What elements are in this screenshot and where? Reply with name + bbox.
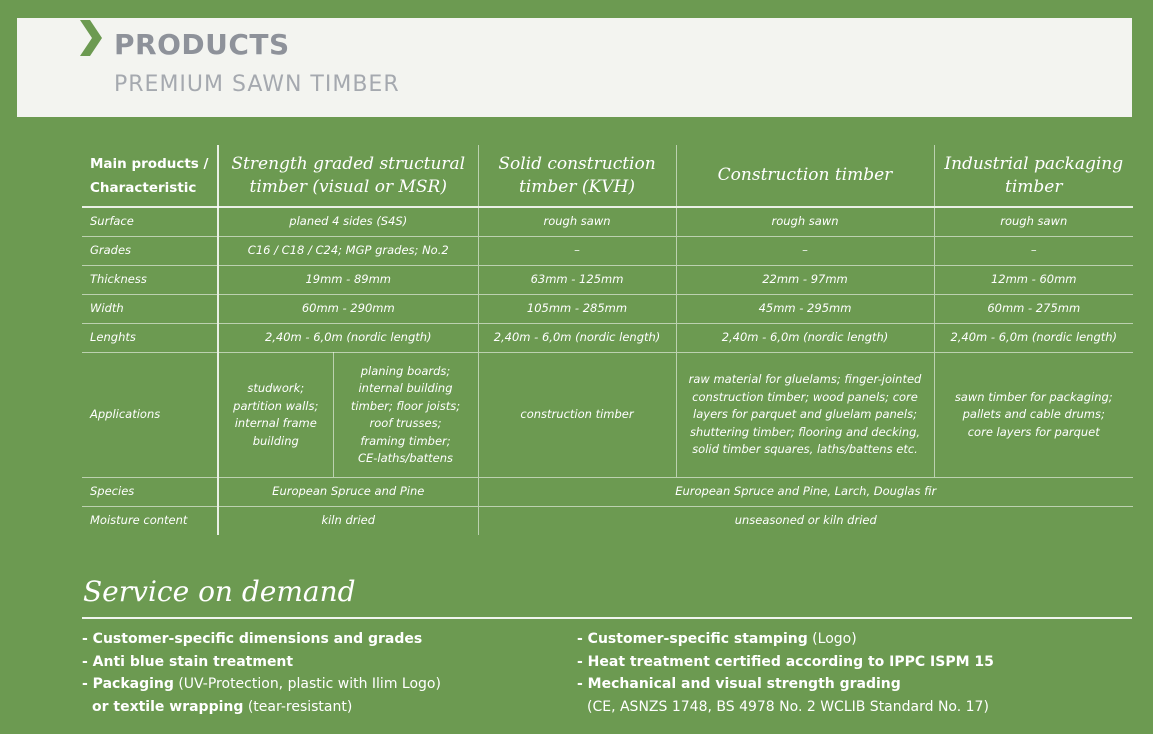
cell-line: studwork; bbox=[247, 381, 305, 395]
service-item bbox=[577, 673, 1137, 696]
service-item bbox=[577, 651, 1137, 674]
table-cell: European Spruce and Pine bbox=[218, 478, 478, 507]
cell-line: shuttering timber; flooring and decking, bbox=[689, 424, 921, 439]
service-item-note: (tear-resistant) bbox=[243, 698, 353, 715]
table-cell: planed 4 sides (S4S) bbox=[218, 207, 478, 237]
table-cell: – bbox=[676, 237, 934, 266]
cell-line: sawn timber for packaging; bbox=[954, 389, 1113, 404]
table-cell: 2,40m - 6,0m (nordic length) bbox=[934, 324, 1133, 353]
table-cell: 22mm - 97mm bbox=[676, 266, 934, 295]
corner-label-line2: Characteristic bbox=[90, 179, 197, 196]
service-list-left bbox=[82, 628, 542, 718]
service-item-note: (CE, ASNZS 1748, BS 4978 No. 2 WCLIB Standard No. 17) bbox=[587, 698, 989, 715]
column-header-line: Solid construction bbox=[498, 153, 656, 174]
service-item bbox=[577, 696, 1137, 719]
row-label: Surface bbox=[82, 207, 218, 237]
table-cell: rough sawn bbox=[478, 207, 676, 237]
table-row-species bbox=[82, 478, 1133, 507]
column-header-line: timber (visual or MSR) bbox=[249, 176, 447, 197]
table-row-width bbox=[82, 295, 1133, 324]
service-item-bold: - Anti blue stain treatment bbox=[82, 653, 294, 670]
table-cell: 63mm - 125mm bbox=[478, 266, 676, 295]
column-header-line: Industrial packaging bbox=[944, 153, 1124, 174]
service-item-bold: - Mechanical and visual strength grading bbox=[577, 676, 901, 692]
service-item-bold: - Customer-specific stamping bbox=[577, 631, 808, 647]
service-item bbox=[82, 628, 542, 651]
column-header-construction bbox=[676, 145, 934, 207]
table-cell: – bbox=[934, 237, 1133, 266]
table-cell: – bbox=[478, 237, 676, 266]
table-cell: rough sawn bbox=[676, 207, 934, 237]
table-cell: 60mm - 290mm bbox=[218, 295, 478, 324]
cell-line: CE-laths/battens bbox=[357, 451, 454, 465]
table-cell: kiln dried bbox=[321, 513, 376, 528]
table-cell: C16 / C18 / C24; MGP grades; No.2 bbox=[218, 237, 478, 266]
cell-line: raw material for gluelams; finger-jointed bbox=[688, 372, 922, 387]
page-title: PRODUCTS bbox=[114, 28, 290, 61]
column-header-kvh bbox=[478, 145, 676, 207]
service-title: Service on demand bbox=[83, 575, 356, 608]
page-subtitle: PREMIUM SAWN TIMBER bbox=[114, 72, 400, 97]
row-label: Width bbox=[82, 295, 218, 324]
service-item-bold: - Customer-specific dimensions and grades bbox=[82, 631, 423, 647]
cell-line: framing timber; bbox=[360, 433, 451, 448]
cell-line: roof trusses; bbox=[369, 416, 442, 430]
table-cell bbox=[478, 353, 676, 478]
table-row-thickness bbox=[82, 266, 1133, 295]
cell-line: core layers for parquet bbox=[967, 424, 1100, 439]
corner-label-line1: Main products / bbox=[90, 155, 209, 172]
table-row-moisture bbox=[82, 507, 1133, 536]
row-label: Moisture content bbox=[82, 507, 218, 536]
table-row-surface bbox=[82, 207, 1133, 237]
cell-line: building bbox=[252, 433, 299, 448]
cell-line: planing boards; bbox=[360, 363, 451, 378]
cell-line: pallets and cable drums; bbox=[962, 407, 1105, 422]
cell-line: layers for parquet and gluelam panels; bbox=[693, 407, 917, 422]
cell-line: solid timber squares, laths/battens etc. bbox=[692, 442, 918, 457]
row-label: Lenghts bbox=[82, 324, 218, 353]
table-cell: 60mm - 275mm bbox=[934, 295, 1133, 324]
table-cell: 45mm - 295mm bbox=[676, 295, 934, 324]
table-cell: 19mm - 89mm bbox=[218, 266, 478, 295]
table-cell: 2,40m - 6,0m (nordic length) bbox=[218, 324, 478, 353]
service-list-right bbox=[577, 628, 1137, 718]
column-header-line: timber bbox=[1005, 176, 1063, 197]
table-row-grades bbox=[82, 237, 1133, 266]
service-item-note: (Logo) bbox=[807, 631, 857, 647]
table-cell: European Spruce and Pine, Larch, Douglas fir bbox=[478, 478, 1133, 507]
chevron-right-icon bbox=[80, 20, 102, 56]
table-cell: 2,40m - 6,0m (nordic length) bbox=[676, 324, 934, 353]
cell-line: partition walls; bbox=[233, 398, 319, 413]
product-spec-table bbox=[82, 145, 1133, 535]
table-cell bbox=[218, 353, 333, 478]
table-header-row bbox=[82, 145, 1133, 207]
cell-line: internal frame bbox=[234, 416, 317, 430]
column-header-packaging bbox=[934, 145, 1133, 207]
row-label: Species bbox=[82, 478, 218, 507]
service-item-bold: or textile wrapping bbox=[92, 698, 244, 715]
cell-line: internal building bbox=[358, 381, 453, 395]
service-item bbox=[82, 696, 542, 719]
service-item bbox=[82, 673, 542, 696]
service-item bbox=[577, 628, 1137, 651]
table-cell: 105mm - 285mm bbox=[478, 295, 676, 324]
table-row-lengths bbox=[82, 324, 1133, 353]
table-cell bbox=[333, 353, 478, 478]
service-item-bold: - Packaging bbox=[82, 676, 174, 692]
column-header-line: Construction timber bbox=[717, 165, 893, 185]
table-cell: 12mm - 60mm bbox=[934, 266, 1133, 295]
table-cell bbox=[934, 353, 1133, 478]
table-cell: unseasoned or kiln dried bbox=[478, 507, 1133, 536]
column-header-line: timber (KVH) bbox=[519, 176, 635, 197]
divider bbox=[82, 617, 1132, 619]
service-item-note: (UV-Protection, plastic with Ilim Logo) bbox=[173, 676, 441, 692]
corner-header bbox=[82, 145, 218, 207]
table-row-applications bbox=[82, 353, 1133, 478]
cell-line: construction timber; wood panels; core bbox=[692, 389, 918, 404]
table-cell: rough sawn bbox=[934, 207, 1133, 237]
row-label: Thickness bbox=[82, 266, 218, 295]
table-cell bbox=[676, 353, 934, 478]
row-label: Grades bbox=[82, 237, 218, 266]
row-label: Applications bbox=[82, 353, 218, 478]
cell-line: timber; floor joists; bbox=[350, 398, 461, 413]
table-cell: 2,40m - 6,0m (nordic length) bbox=[478, 324, 676, 353]
service-item-bold: - Heat treatment certified according to IPPC ISPM 15 bbox=[577, 653, 994, 670]
cell-line: construction timber bbox=[520, 407, 634, 422]
column-header-line: Strength graded structural bbox=[231, 153, 466, 174]
column-header-structural bbox=[218, 145, 478, 207]
service-item bbox=[82, 651, 542, 674]
